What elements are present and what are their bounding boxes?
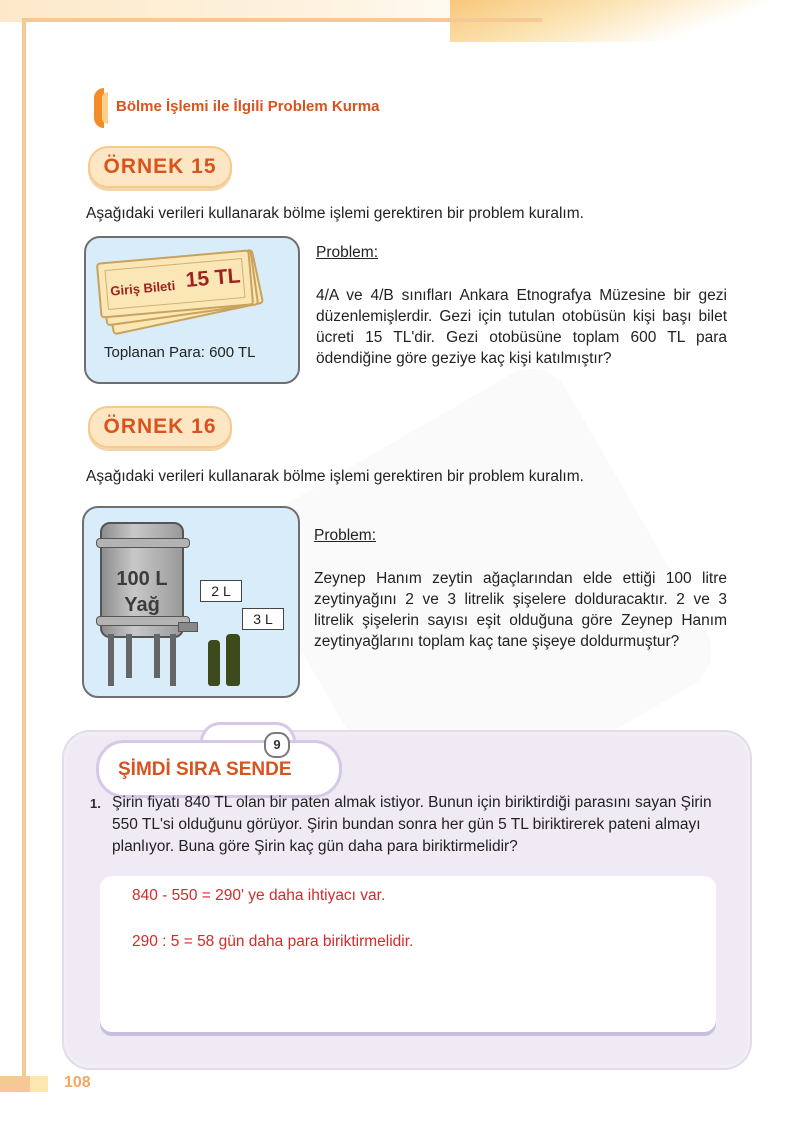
example-15-data-card: [84, 236, 300, 384]
ticket-price: 15 TL: [184, 264, 242, 293]
example-15-label: ÖRNEK 15: [103, 155, 217, 178]
answer-line-1: 840 - 550 = 290' ye daha ihtiyacı var.: [132, 887, 386, 904]
question-number: 1.: [90, 796, 101, 811]
page-number-bar: [30, 1076, 48, 1092]
tap-icon: [178, 622, 198, 632]
collected-amount: Toplanan Para: 600 TL: [104, 344, 256, 361]
ticket-label: Giriş Bileti: [109, 278, 176, 299]
barrel-leg: [126, 634, 132, 678]
bottle-2l-tag: 2 L: [200, 580, 242, 602]
activity-number-badge: 9: [264, 732, 290, 758]
left-border-line: [22, 18, 26, 1078]
barrel-leg: [154, 634, 160, 678]
page-number: 108: [64, 1074, 91, 1091]
bottle-3l-tag: 3 L: [242, 608, 284, 630]
question-text: Şirin fiyatı 840 TL olan bir paten almak istiyor. Bunun için biriktirdiği parasını sayan Şirin 550 TL'si olduğunu görüyor. Şirin bundan sonra her gün 5 TL biriktirerek pateni almayı planlıyor. Buna göre Şirin kaç gün daha para biriktirmelidir?: [112, 794, 712, 855]
barrel-volume: 100 L: [116, 568, 168, 590]
top-border-line: [22, 18, 542, 22]
answer-box: [100, 876, 716, 1032]
barrel-leg: [108, 634, 114, 686]
your-turn-title: ŞİMDİ SIRA SENDE: [118, 759, 292, 780]
barrel-content: Yağ: [124, 594, 160, 616]
barrel-leg: [170, 634, 176, 686]
section-title: Bölme İşlemi ile İlgili Problem Kurma: [116, 98, 380, 115]
example-15-badge: [88, 146, 232, 188]
example-15-intro: Aşağıdaki verileri kullanarak bölme işlemi gerektiren bir problem kuralım.: [86, 205, 584, 222]
example-16-badge: [88, 406, 232, 448]
example-16-label: ÖRNEK 16: [103, 415, 217, 438]
example-15-problem-title: Problem:: [316, 244, 379, 261]
example-16-intro: Aşağıdaki verileri kullanarak bölme işlemi gerektiren bir problem kuralım.: [86, 468, 584, 485]
example-15-problem-text: 4/A ve 4/B sınıfları Ankara Etnografya Müzesine bir gezi düzenlemişlerdir. Gezi için tutulan otobüsün kişi başı bilet ücreti 15 TL'dir. Gezi otobüsüne toplam 600 TL para ödendiğine göre geziye kaç kişi katılmıştır?: [316, 287, 727, 367]
example-16-problem-title: Problem:: [314, 527, 377, 544]
example-16-problem-text: Zeynep Hanım zeytin ağaçlarından elde ettiği 100 litre zeytinyağını 2 ve 3 litrelik şişelere dolduracaktır. 2 ve 3 litrelik şişelerin sayısı eşit olduğuna göre Zeynep Hanım zeytinyağlarını toplam kaç tane şişeye doldurmuştur?: [314, 570, 727, 650]
barrel-illustration: [100, 522, 184, 638]
bottle-icon: [226, 634, 240, 686]
bottle-icon: [208, 640, 220, 686]
answer-line-2: 290 : 5 = 58 gün daha para biriktirmelidir.: [132, 933, 414, 950]
